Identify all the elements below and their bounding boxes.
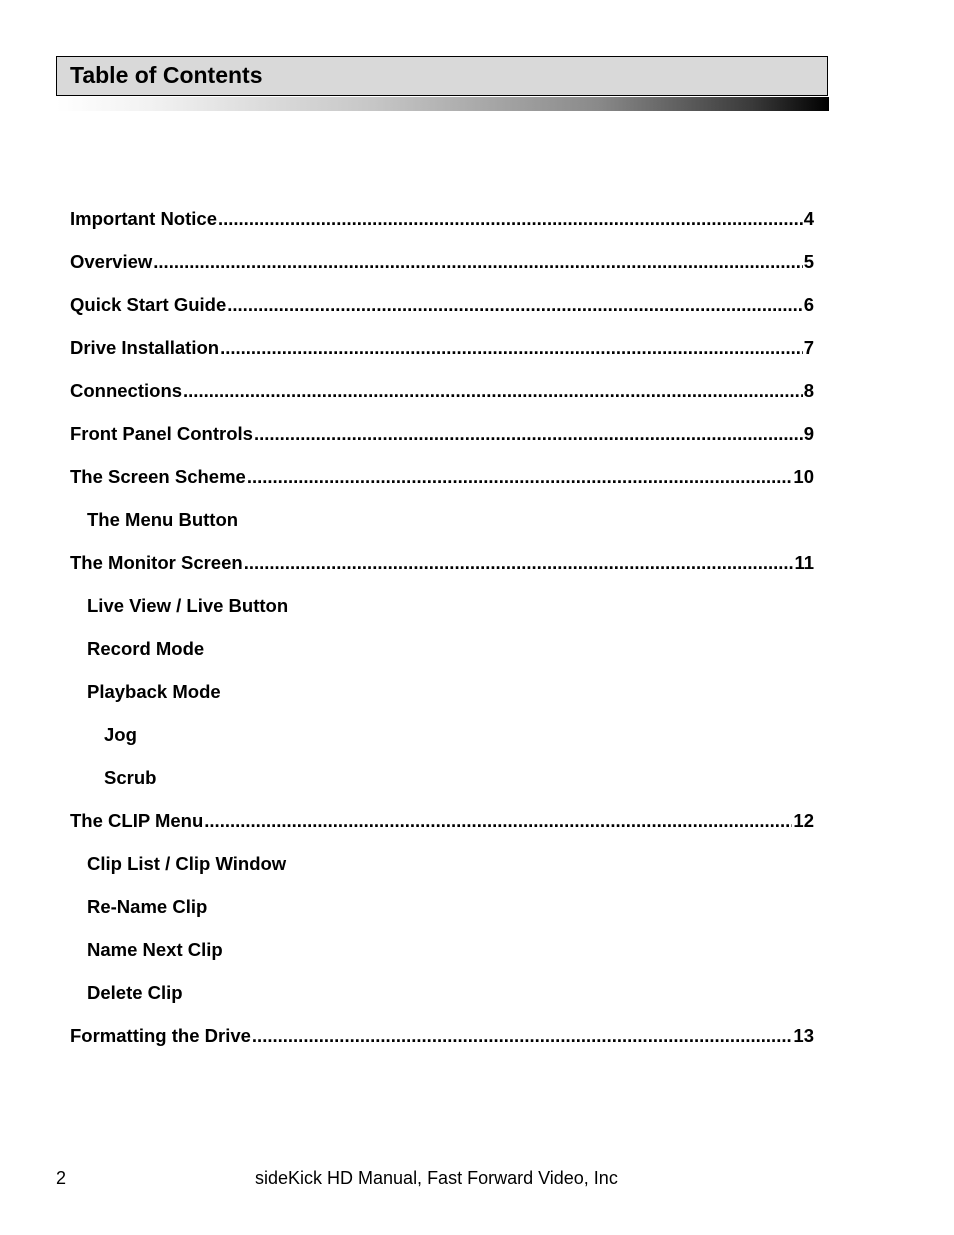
toc-dot-leader [218,207,803,231]
toc-entry[interactable] [70,594,814,637]
toc-dot-leader [183,379,803,403]
toc-entry-page-number: 5 [803,251,814,272]
table-of-contents [70,207,814,1067]
toc-entry-line [87,981,814,1005]
toc-entry-line [87,852,814,876]
toc-entry[interactable] [70,508,814,551]
toc-entry-page-number: 6 [803,294,814,315]
toc-entry-line [70,465,814,489]
toc-entry-label: Quick Start Guide [70,294,227,315]
toc-entry-label: Name Next Clip [87,939,223,960]
toc-entry-line [70,422,814,446]
toc-entry-line [87,895,814,919]
toc-entry-page-number: 11 [794,552,814,573]
toc-entry-line [87,637,814,661]
footer-page-number: 2 [56,1168,67,1188]
toc-entry[interactable] [70,981,814,1024]
toc-entry-line [87,594,814,618]
toc-dot-leader [247,465,793,489]
toc-entry[interactable] [70,336,814,379]
toc-entry[interactable] [70,379,814,422]
toc-entry[interactable] [70,766,814,809]
page-title: Table of Contents [70,62,263,88]
toc-entry-label: Scrub [104,767,157,788]
toc-entry[interactable] [70,895,814,938]
toc-entry[interactable] [70,938,814,981]
toc-entry-label: Overview [70,251,153,272]
toc-entry-line [70,207,814,231]
toc-entry-line [70,551,814,575]
toc-dot-leader [204,809,792,833]
toc-entry-line [87,508,814,532]
toc-entry-label: The Monitor Screen [70,552,243,573]
toc-entry-line [87,680,814,704]
toc-entry-label: Important Notice [70,208,217,229]
toc-entry-page-number: 12 [793,810,814,831]
toc-entry[interactable] [70,637,814,680]
toc-dot-leader [153,250,802,274]
toc-entry-label: Drive Installation [70,337,220,358]
toc-entry[interactable] [70,250,814,293]
toc-entry-line [70,293,814,317]
toc-dot-leader [220,336,803,360]
toc-entry-label: Delete Clip [87,982,183,1003]
toc-entry-label: Re-Name Clip [87,896,208,917]
toc-entry-line [104,723,814,747]
toc-entry[interactable] [70,852,814,895]
toc-entry-label: Clip List / Clip Window [87,853,287,874]
toc-entry-label: The Menu Button [87,509,239,530]
toc-entry[interactable] [70,465,814,508]
toc-entry-label: Live View / Live Button [87,595,289,616]
toc-entry-page-number: 9 [803,423,814,444]
toc-entry-label: The CLIP Menu [70,810,204,831]
toc-entry-label: Record Mode [87,638,205,659]
toc-dot-leader [252,1024,793,1048]
toc-entry-line [87,938,814,962]
toc-entry-label: Front Panel Controls [70,423,253,444]
toc-entry[interactable] [70,422,814,465]
toc-entry[interactable] [70,551,814,594]
toc-entry[interactable] [70,809,814,852]
toc-entry-page-number: 13 [793,1025,814,1046]
toc-entry-line [70,1024,814,1048]
toc-entry-label: Connections [70,380,183,401]
toc-header-box [56,56,828,96]
toc-dot-leader [254,422,803,446]
toc-entry-line [70,809,814,833]
toc-entry[interactable] [70,207,814,250]
toc-entry-line [104,766,814,790]
toc-entry-page-number: 10 [793,466,814,487]
toc-dot-leader [227,293,802,317]
toc-entry-line [70,336,814,360]
toc-entry-label: Jog [104,724,137,745]
footer-text: sideKick HD Manual, Fast Forward Video, Inc [255,1168,618,1188]
toc-entry-line [70,250,814,274]
toc-dot-leader [244,551,794,575]
header-gradient-bar [56,97,829,111]
toc-entry-line [70,379,814,403]
toc-entry-page-number: 8 [803,380,814,401]
toc-entry-label: Playback Mode [87,681,221,702]
toc-entry[interactable] [70,680,814,723]
toc-entry[interactable] [70,1024,814,1067]
toc-entry-label: The Screen Scheme [70,466,246,487]
toc-entry-label: Formatting the Drive [70,1025,251,1046]
toc-entry[interactable] [70,293,814,336]
toc-entry[interactable] [70,723,814,766]
toc-entry-page-number: 4 [803,208,814,229]
toc-entry-page-number: 7 [803,337,814,358]
